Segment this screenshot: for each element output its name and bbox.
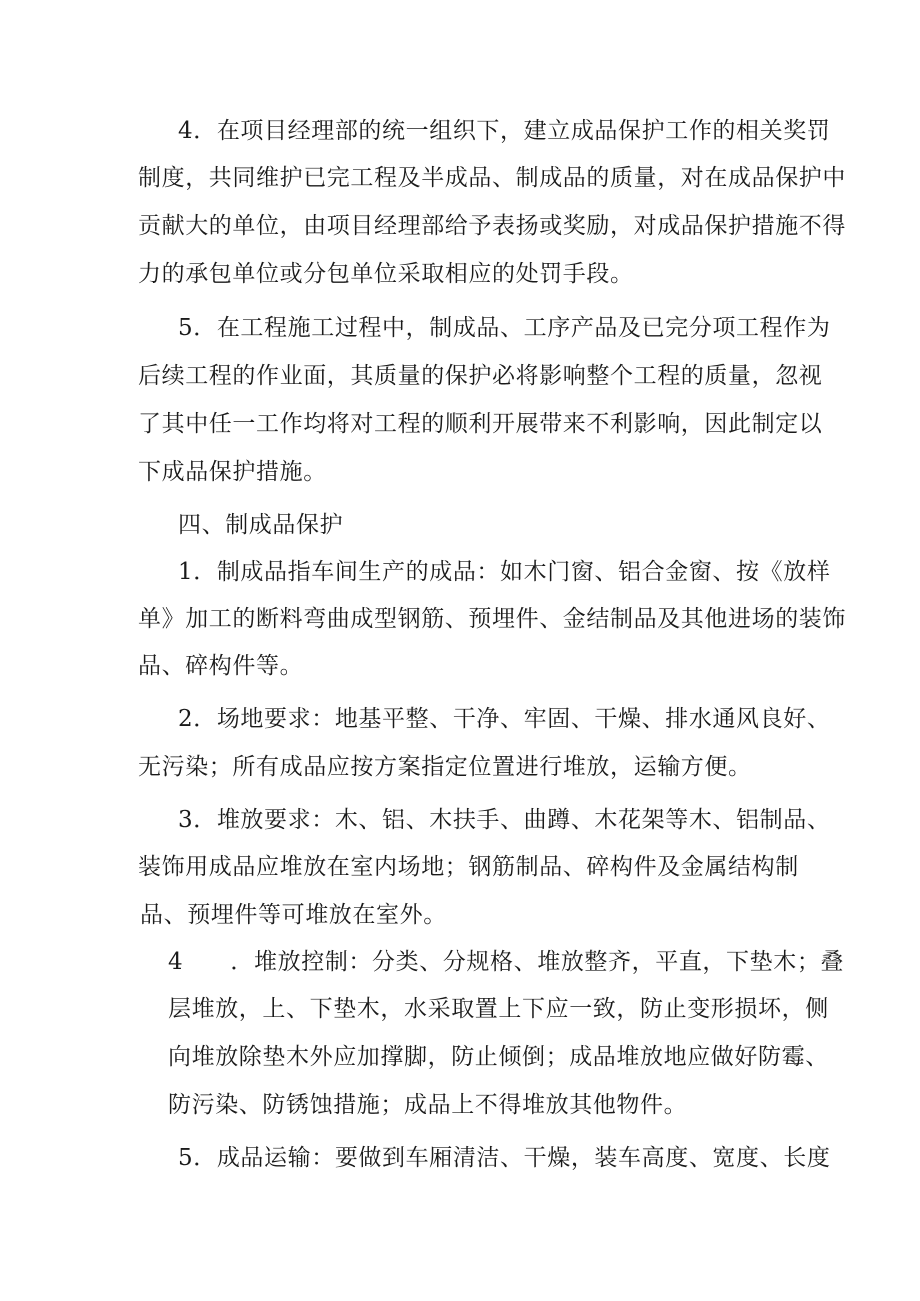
paragraph-4-line-3: 贡献大的单位，由项目经理部给予表扬或奖励，对成品保护措施不得: [138, 213, 846, 239]
item-3-line-2: 装饰用成品应堆放在室内场地；钢筋制品、碎构件及金属结构制: [138, 854, 799, 880]
item-1-line-2: 单》加工的断料弯曲成型钢筋、预埋件、金结制品及其他进场的装饰: [138, 606, 846, 632]
item-2-line-2: 无污染；所有成品应按方案指定位置进行堆放，运输方便。: [138, 754, 752, 780]
paragraph-5-line-3: 了其中任一工作均将对工程的顺利开展带来不利影响，因此制定以: [138, 411, 823, 437]
item-2-line-1: 2．场地要求：地基平整、干净、牢固、干燥、排水通风良好、: [178, 706, 831, 732]
paragraph-5-line-4: 下成品保护措施。: [138, 459, 327, 485]
item-3-line-1: 3．堆放要求：木、铝、木扶手、曲蹲、木花架等木、铝制品、: [178, 807, 831, 833]
item-5-line-1: 5．成品运输：要做到车厢清洁、干燥，装车高度、宽度、长度: [178, 1145, 831, 1171]
paragraph-5-line-1: 5．在工程施工过程中，制成品、工序产品及已完分项工程作为: [178, 315, 831, 341]
item-4-line-3: 向堆放除垫木外应加撑脚，防止倾倒；成品堆放地应做好防霉、: [168, 1044, 829, 1070]
paragraph-5-line-2: 后续工程的作业面，其质量的保护必将影响整个工程的质量，忽视: [138, 363, 823, 389]
item-1-line-1: 1．制成品指车间生产的成品：如木门窗、铝合金窗、按《放样: [178, 559, 831, 585]
item-4-line-2: 层堆放，上、下垫木，水采取置上下应一致，防止变形损坏，侧: [168, 996, 829, 1022]
paragraph-4-line-2: 制度，共同维护已完工程及半成品、制成品的质量，对在成品保护中: [138, 165, 846, 191]
section-heading-4: 四、制成品保护: [178, 512, 344, 538]
item-4-line-1: 4 ．堆放控制：分类、分规格、堆放整齐，平直，下垫木；叠: [168, 949, 845, 975]
paragraph-4-line-1: 4．在项目经理部的统一组织下，建立成品保护工作的相关奖罚: [178, 118, 831, 144]
item-4-line-4: 防污染、防锈蚀措施；成品上不得堆放其他物件。: [168, 1092, 688, 1118]
item-3-line-3: 品、预埋件等可堆放在室外。: [140, 902, 447, 928]
paragraph-4-line-4: 力的承包单位或分包单位采取相应的处罚手段。: [138, 261, 634, 287]
item-1-line-3: 品、碎构件等。: [138, 653, 304, 679]
